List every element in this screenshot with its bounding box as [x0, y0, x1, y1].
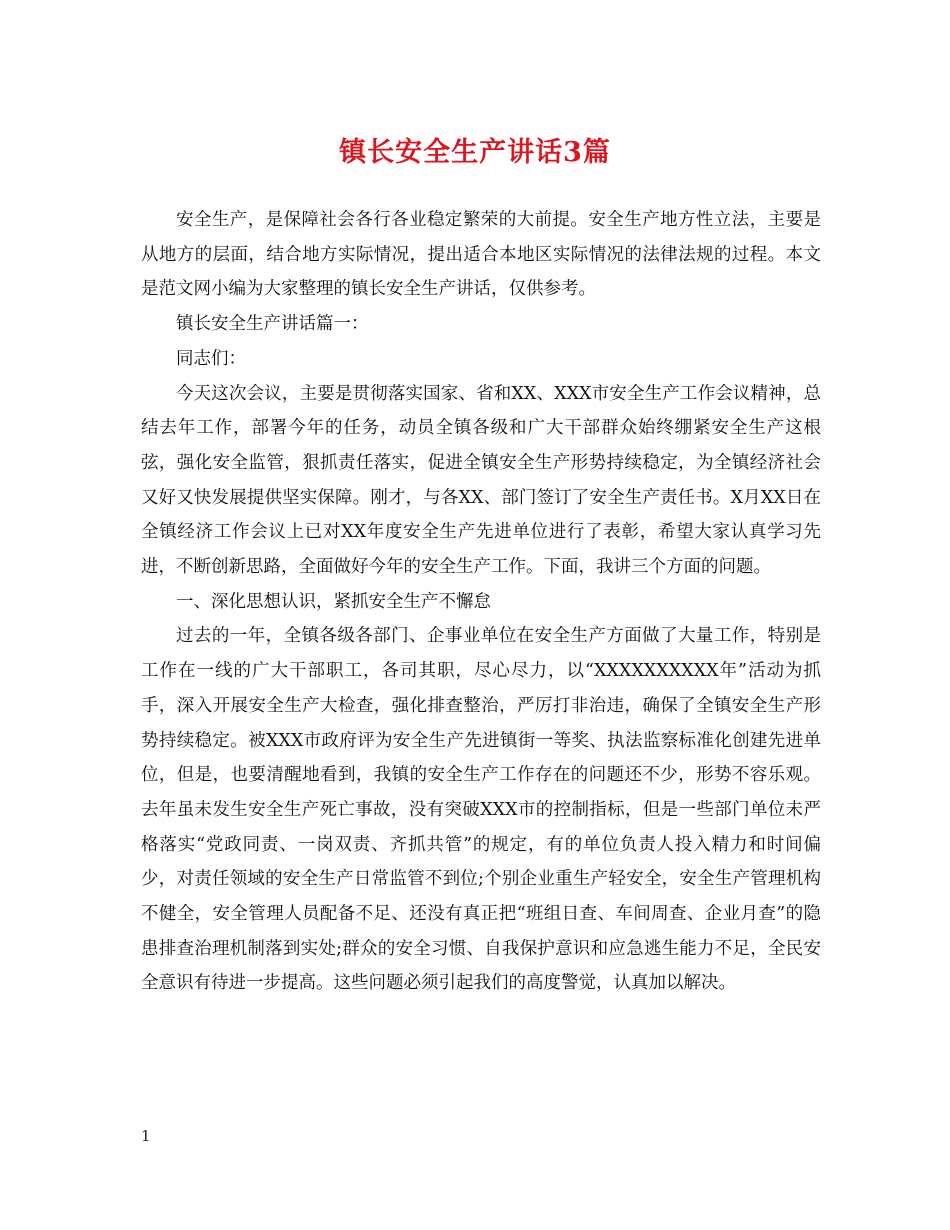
subsection-heading: 一、深化思想认识，紧抓安全生产不懈怠	[176, 591, 491, 612]
body-paragraph: 过去的一年，全镇各级各部门、企事业单位在安全生产方面做了大量工作，特别是工作在一线的广大干部职工，各司其职，尽心尽力，以“XXXXXXXXXX年”活动为抓手，深入开展安全生产大检查，强化排查整治，严厉打非治违，确保了全镇安全生产形势持续稳定。被XXX市政府评为安全生产先进镇街一等奖、执法监察标准化创建先进单位，但是，也要清醒地看到，我镇的安全生产工作存在的问题还不少，形势不容乐观。去年虽未发生安全生产死亡事故，没有突破XXX市的控制指标，但是一些部门单位未严格落实“党政同责、一岗双责、齐抓共管”的规定，有的单位负责人投入精力和时间偏少，对责任领域的安全生产日常监管不到位;个别企业重生产轻安全，安全生产管理机构不健全，安全管理人员配备不足、还没有真正把“班组日查、车间周查、企业月查”的隐患排查治理机制落到实处;群众的安全习惯、自我保护意识和应急逃生能力不足，全民安全意识有待进一步提高。这些问题必须引起我们的高度警觉，认真加以解决。	[141, 626, 821, 994]
section-heading-speech-one: 镇长安全生产讲话篇一：	[176, 314, 369, 335]
intro-paragraph: 安全生产，是保障社会各行各业稳定繁荣的大前提。安全生产地方性立法，主要是从地方的层面，结合地方实际情况，提出适合本地区实际情况的法律法规的过程。本文是范文网小编为大家整理的镇长安全生产讲话，仅供参考。	[141, 210, 821, 300]
document-title: 镇长安全生产讲话3篇	[339, 137, 611, 168]
page-number: 1	[141, 1127, 151, 1145]
salutation: 同志们：	[176, 348, 246, 369]
body-paragraph: 今天这次会议，主要是贯彻落实国家、省和XX、XXX市安全生产工作会议精神，总结去年工作，部署今年的任务，动员全镇各级和广大干部群众始终绷紧安全生产这根弦，强化安全监管，狠抓责任落实，促进全镇安全生产形势持续稳定，为全镇经济社会又好又快发展提供坚实保障。刚才，与各XX、部门签订了安全生产责任书。X月XX日在全镇经济工作会议上已对XX年度安全生产先进单位进行了表彰，希望大家认真学习先进，不断创新思路，全面做好今年的安全生产工作。下面，我讲三个方面的问题。	[141, 383, 821, 578]
document-body	[141, 203, 821, 1001]
